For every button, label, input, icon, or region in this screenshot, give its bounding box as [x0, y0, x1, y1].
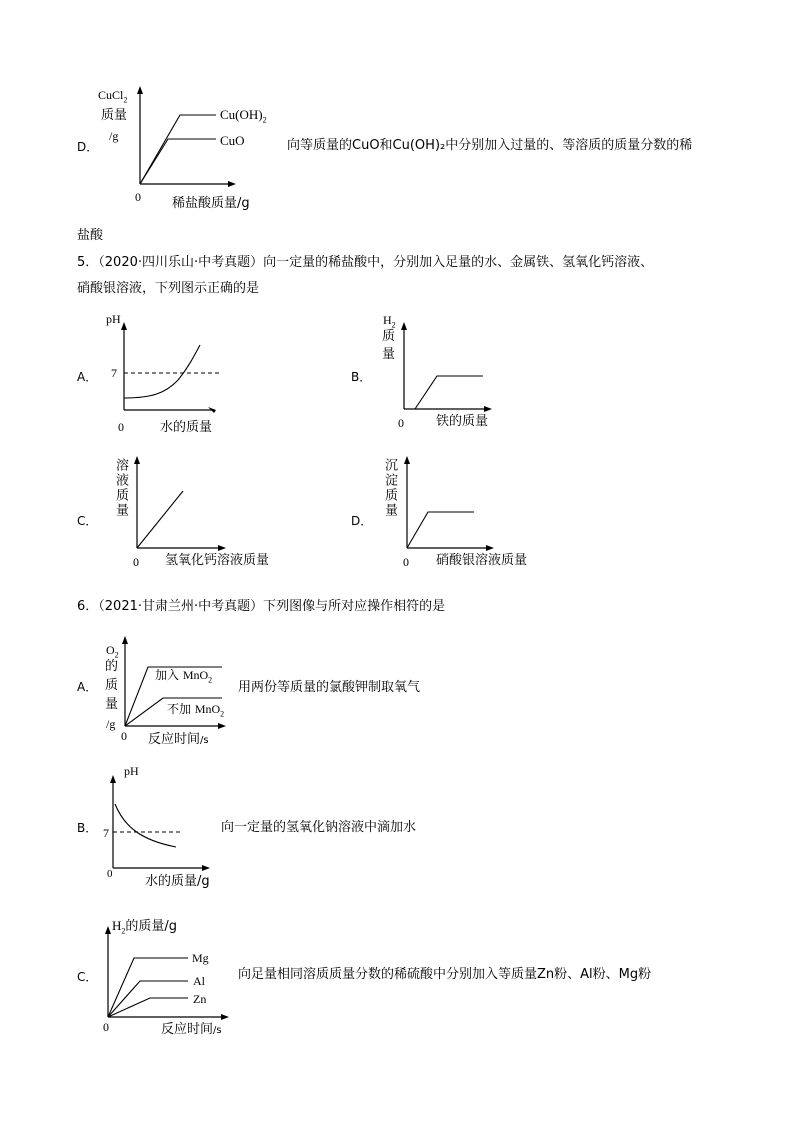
q4d-origin: 0 [135, 190, 141, 204]
q6b-tick-7: 7 [103, 826, 109, 840]
q6a-option: A． [77, 680, 98, 694]
q6b-origin: 0 [107, 868, 113, 880]
q6a-y-label-3: 质 [105, 678, 119, 693]
q6a-series-with: 加入 MnO$_2$ [155, 668, 213, 685]
q6c-series-al: Al [193, 974, 205, 988]
q4d-series-cuo: CuO [220, 133, 245, 148]
q6-stem: 6．（2021·甘肃兰州·中考真题）下列图像与所对应操作相符的是 [77, 599, 446, 614]
q6b-description: 向一定量的氢氧化钠溶液中滴加水 [221, 820, 417, 835]
q6c-y-label: $H_2$的质量/g [112, 918, 178, 936]
q5-stem-2: 硝酸银溶液，下列图示正确的是 [77, 281, 260, 296]
q6c-series-zn: Zn [193, 992, 207, 1006]
q5a-tick-7: 7 [111, 366, 117, 380]
q6c-series-mg: Mg [192, 951, 209, 965]
q6c-x-label: 反应时间/s [161, 1022, 222, 1037]
q6a-x-label: 反应时间/s [148, 732, 209, 747]
q4d-description-1: 向等质量的CuO和Cu(OH)₂中分别加入过量的、等溶质的质量分数的稀 [287, 138, 693, 153]
q6c-option: C． [77, 970, 98, 984]
q6a-series-without: 不加 MnO$_2$ [167, 702, 225, 719]
q6a-description: 用两份等质量的氯酸钾制取氧气 [238, 680, 421, 695]
q5b-y-label-3: 量 [382, 347, 396, 362]
q5c-option: C． [77, 514, 98, 528]
q6a-y-label-2: 的 [105, 659, 119, 674]
q5a-origin: 0 [118, 420, 124, 434]
q5a-y-label: pH [106, 312, 121, 326]
q4d-x-label: 稀盐酸质量/g [172, 196, 250, 211]
q5-stem-1: 5．（2020·四川乐山·中考真题）向一定量的稀盐酸中，分别加入足量的水、金属铁、氢氧化钙溶液、 [77, 255, 654, 270]
q6a-y-label-4: 量 [105, 697, 119, 712]
q5d-y-label: 沉淀质量 [382, 458, 397, 518]
q5a-x-label: 水的质量 [160, 420, 213, 435]
q4d-option: D． [77, 140, 99, 154]
q5c-x-label: 氢氧化钙溶液质量 [165, 553, 270, 568]
q4d-y-label-3: /g [109, 129, 119, 143]
q5b-x-label: 铁的质量 [436, 414, 489, 429]
q6b-option: B． [77, 821, 98, 835]
q5a-option: A． [77, 370, 98, 384]
q5d-x-label: 硝酸银溶液质量 [436, 553, 528, 568]
q4d-y-label-1: CuCl$_2$ [98, 88, 128, 105]
q5d-origin: 0 [403, 555, 409, 569]
q6a-origin: 0 [121, 729, 127, 743]
q4d-y-label-2: 质量 [101, 108, 128, 123]
q6b-y-label: pH [124, 764, 139, 778]
q5b-option: B． [351, 370, 372, 384]
q6a-y-label-5: /g [106, 717, 116, 731]
q4d-series-cuoh2: $Cu(OH)_2$ [220, 107, 267, 125]
q6b-x-label: 水的质量/g [145, 874, 210, 889]
q5d-option: D． [351, 514, 373, 528]
q5b-origin: 0 [398, 416, 404, 430]
q6c-origin: 0 [103, 1020, 109, 1034]
q5c-y-label: 溶液质量 [113, 458, 128, 518]
q6c-description: 向足量相同溶质质量分数的稀硫酸中分别加入等质量Zn粉、Al粉、Mg粉 [238, 967, 652, 982]
q6a-y-label-o2: $O_2$ [106, 643, 119, 660]
q5b-y-label-2: 质 [382, 329, 396, 344]
q5c-origin: 0 [133, 555, 139, 569]
q4d-description-2: 盐酸 [77, 228, 104, 243]
q5b-y-label-h2: $H_2$ [383, 313, 396, 330]
